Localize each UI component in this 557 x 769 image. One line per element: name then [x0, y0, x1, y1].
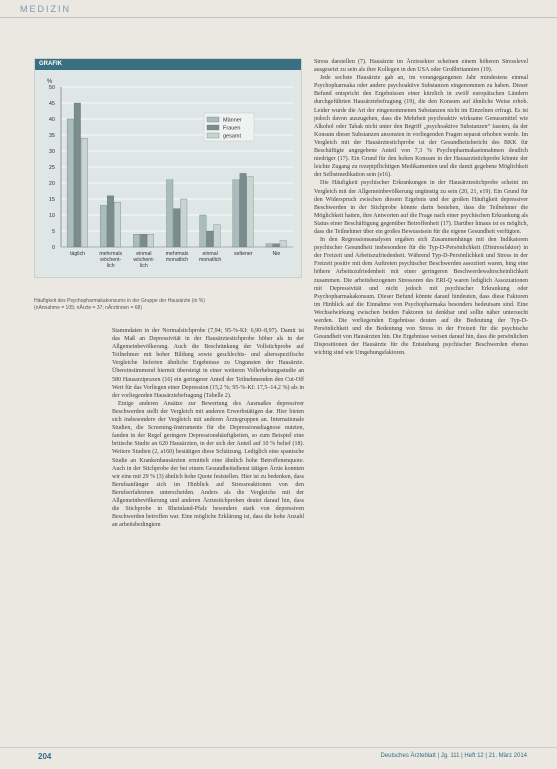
y-tick-label: 20 [48, 181, 55, 187]
body-paragraph: Die Häufigkeit psychischer Erkrankungen in der Hausärztestichprobe scheint im Vergleich mit der Allgemeinbevölkerung ungünstig zu sein (20, 21, e19). Ein Grund für den Widerspruch zwischen diesem Ergebnis und der großen Häufigkeit depressiver Beschwerden in der Stichprobe könnte darin bestehen, dass die Teilnehmer die Möglichkeit hatten, ihre Antworten auf die Frage nach einer psychischen Erkrankung als Status einer Beschäftigung gegenüber Betroffenheit (17). Darüber hinaus ist es möglich, dass die Teilnehmer über ein großes Bewusstsein für die eigene Gesundheit verfügten. [314, 180, 528, 235]
bar-frauen [273, 244, 280, 247]
y-tick-label: 45 [48, 101, 55, 107]
bar-gesamt [147, 234, 154, 247]
section-header: MEDIZIN [20, 4, 71, 14]
y-tick-label: 50 [48, 85, 55, 91]
x-tick-label: wöchent- [133, 257, 155, 263]
x-tick-label: lich [139, 263, 148, 269]
figure-caption [34, 298, 304, 312]
y-axis-label: % [47, 79, 53, 85]
y-tick-label: 0 [51, 245, 55, 251]
y-tick-label: 15 [48, 197, 55, 203]
bar-frauen [240, 173, 247, 247]
x-tick-label: monatlich [199, 257, 222, 263]
bar-gesamt [81, 138, 88, 247]
body-paragraph: Einige anderen Ansätze zur Bewertung des Ausmaßes depressiver Beschwerden stellt der Vergleich mit anderen Erwerbstätigen dar. Hier bieten sich insbesondere der Vergleich mit anderen Ärztegruppen an. Internationale Studien, die Screening-Instrumente für die Depressionsdiagnose nutzten, fanden in der Regel geringere Depressionshäufigkeiten, so zum Beispiel eine britische Studie an 620 Hausärzten, in der sich der Anteil auf 10 % belief (18). Weitere Studien (2, a160) bestätigen diese Schätzung. Lediglich eine spanische Studie an Krankenhausärzten ermittelt eine ähnlich hohe Betroffenenquote. Auch in der Stichprobe der bei einem Gesundheitsdienst tätigen Ärzte konnten wir eine mit 29 % (3) ähnlich hohe Quote feststellen. Hier ist zu bedenken, dass Berufsanfänger sich im Hinblick auf Stressreaktionen von den Berufserfahrenen unterscheiden. Anders als die Vergleiche mit der Allgemeinbevölkerung und anderen Ärztestichproben deutet darauf hin, dass die Stichprobe in Rheinland-Pfalz besonders stark von depressiven Beschwerden betroffen war. Eine mögliche Erklärung ist, dass die hohe Anzahl an arbeitsbedingtem [112, 400, 304, 529]
legend-swatch [207, 133, 219, 138]
caption-line-2: (nAnnahme = 105; nÄrzte = 37; nÄrztinnen = 68) [34, 305, 142, 311]
bar-gesamt [114, 202, 121, 247]
left-text-column [112, 327, 304, 747]
header-rule [0, 17, 557, 18]
bar-gesamt [247, 177, 254, 247]
legend-swatch [207, 117, 219, 122]
y-tick-label: 35 [48, 133, 55, 139]
right-text-column [314, 58, 528, 758]
x-tick-label: monatlich [165, 257, 189, 263]
bar-gesamt [280, 241, 287, 247]
bar-gesamt [214, 225, 221, 247]
caption-line-1: Häufigkeit des Psychopharmakakonsums in der Gruppe der Hausärzte (in %) [34, 298, 205, 304]
legend-label: Frauen [223, 125, 241, 132]
y-tick-label: 5 [51, 229, 55, 235]
y-tick-label: 10 [48, 213, 55, 219]
legend-swatch [207, 125, 219, 130]
x-tick-label: einmal [136, 251, 152, 257]
bar-chart [35, 71, 301, 276]
x-tick-label: lich [106, 263, 115, 269]
bar-frauen [74, 103, 81, 247]
body-paragraph: Jede sechste Hausärzte gab an, im vorangegangenen Jahr mindestens einmal Psychopharmaka oder andere psychoaktive Substanzen eingenommen zu haben. Dieser Befund entspricht den Ergebnissen einer kürzlich in zwölf europäischen Ländern durchgeführten Hausärztebefragung (19), die den Konsum auf ähnliche Weise erhob. Leider wurde die Art der eingenommenen Substanzen nicht im Einzelnen erfragt. Es ist jedoch davon auszugehen, dass die Mehrheit psychoaktiv wirksame Genussmittel wie Alkohol oder Tabak nicht unter den Begriff „psychoaktive Substanzen“ fassten, da der Konsum dieser Substanzen ansonsten in vorliegenden Fragen separat erhoben wurde. Im Vergleich mit der Hausärztestichprobe ist der Gesundheitsbericht des BKK für Beschäftigte angegebene Anteil von 7,3 % Psychopharmakaeinnahmen deutlich niedriger (17). Ein Grund für den hohen Konsum in der Hausarztstichprobe könnte der leichte Zugang zu rezeptpflichtigen Medikamenten und die damit gegebene Möglichkeit der Selbstmedikation sein (e16). [314, 75, 528, 179]
x-tick-label: Nie [272, 251, 281, 257]
body-paragraph: Stress darstellen (7). Hausärzte im Ärztesektor scheinen einem höheren Stresslevel ausgesetzt zu sein als ihre Kollegen in den USA oder Großbritannien (19). [314, 59, 528, 74]
bar-gesamt [181, 199, 188, 247]
journal-citation: Deutsches Ärzteblatt | Jg. 111 | Heft 12 | 21. März 2014 [380, 753, 527, 759]
x-tick-label: einmal [202, 251, 218, 257]
figure-label: GRAFIK [35, 59, 301, 70]
body-paragraph: In den Regressionsanalysen ergaben sich Zusammenhänge mit den Indikatoren psychischer Gesundheit insbesondere für die Typ-D-Persönlichkeit (Distressfaktor) in der Freizeit und Arbeitszufriedenheit. Während Typ-D-Persönlichkeit und Stress in der Freizeit positiv mit dem Auftreten psychischer Beschwerden assoziiert waren, hing eine höhere Arbeitszufriedenheit mit einer geringeren Beschwerdewahrscheinlichkeit zusammen. Die arbeitsbezogenen Stressoren des ERI-Q waren lediglich Assoziationen mit Depressivität und nicht jedoch mit psychischer Erkrankung oder Psychopharmakakonsum. Dieser Befund könnte darauf hindeuten, dass diese Faktoren im Hinblick auf die Einnahme von Psychopharmaka besonders bedeutsam sind. Eine Wechselwirkung zwischen beiden Faktoren ist denkbar und sollte näher untersucht werden. Die vorliegenden Ergebnisse deuten auf die Bedeutung der Typ-D-Persönlichkeit und die Bedeutung von Stress in der Freizeit für die psychische Gesundheit von Hausärzten hin. Die Ergebnisse weisen darauf hin, dass die persönlichen Dispositionen der Hausärzte für die Entstehung psychischer Beschwerden ebenso wichtig sind wie Umgebungsfaktoren. [314, 237, 528, 357]
bar-männer [233, 180, 240, 247]
x-tick-label: wöchent- [100, 257, 122, 263]
legend-label: Männer [223, 117, 242, 124]
y-tick-label: 40 [48, 117, 55, 123]
bar-frauen [140, 234, 147, 247]
x-tick-label: täglich [70, 251, 86, 257]
x-tick-label: mehrmals [99, 251, 123, 257]
bar-frauen [207, 231, 214, 247]
page-number: 204 [38, 752, 52, 761]
bar-männer [100, 205, 107, 247]
figure-box [34, 58, 302, 278]
bar-männer [200, 215, 207, 247]
bar-männer [133, 234, 140, 247]
x-tick-label: seltener [234, 251, 253, 257]
x-tick-label: mehrmals [165, 251, 189, 257]
bar-frauen [174, 209, 181, 247]
bar-männer [167, 180, 174, 247]
legend-label: gesamt [223, 133, 242, 140]
body-paragraph: Stammdaten in der Normalstichprobe (7,94; 95-%-KI: 6,90–8,97). Damit ist das Maß an Depressivität in der Hausärztestichprobe höher als in der Allgemeinbevölkerung. Auch die Beschränkung der Vollstichprobe auf Teilnehmer mit hoher Bildung sowie geschlechts- und altersspezifische Vergleiche lieferten ähnliche Ergebnisse zu Ungunsten der Hausärzte. Übereinstimmend hiermit übersteigt in einer weiteren Vollerhebungsstudie an 580 Hausarztpraxen (16) ein geringerer Anteil der Teilnehmenden den Cut-Off Wert für das Vorliegen einer Depression (15,2 %; 95-%-KI: 17,5–14,2 %) als in der vorliegenden Hausärztebefragung (Tabelle 2). [112, 328, 304, 399]
bar-frauen [107, 196, 114, 247]
bar-männer [266, 244, 273, 247]
bar-männer [67, 119, 74, 247]
footer-rule [0, 747, 557, 748]
y-tick-label: 25 [48, 165, 55, 171]
y-tick-label: 30 [48, 149, 55, 155]
